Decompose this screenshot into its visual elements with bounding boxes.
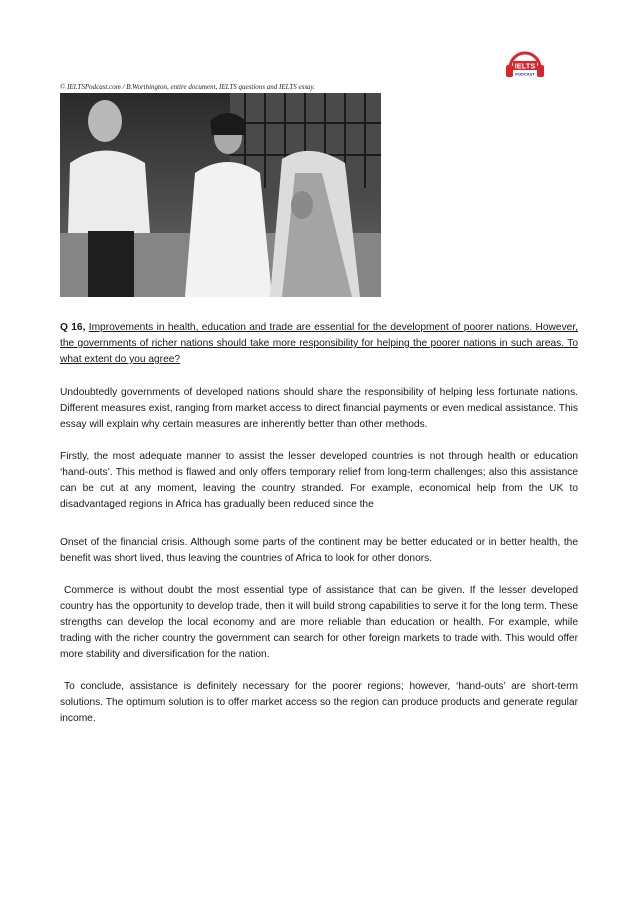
- essay-body-paragraph-1-continued: Onset of the financial crisis. Although some parts of the continent may be better educated or in better health, the benefit was short lived, thus leaving the countries of Africa to look for other donors.: [60, 537, 578, 564]
- essay-question: [60, 320, 578, 368]
- historical-photo: [60, 93, 381, 297]
- essay-content: [60, 320, 578, 743]
- essay-body-paragraph-2: Commerce is without doubt the most essential type of assistance that can be given. If the lesser developed country has the opportunity to develop trade, then it will build strong capabilities to serve it for the long term. These strengths can develop the local economy and are more reliable than education or health. For example, while trading with the richer country the government can search for other foreign markets to trade with. This would offer more stability and diversification for the nation.: [60, 585, 578, 660]
- svg-text:PODCAST: PODCAST: [515, 71, 535, 77]
- essay-introduction: Undoubtedly governments of developed nations should share the responsibility of helping less fortunate nations. Different measures exist, ranging from market access to direct financial payments or even medical assistance. This essay will explain why certain measures are inherently better than other methods.: [60, 387, 578, 430]
- question-prompt: Improvements in health, education and trade are essential for the development of poorer nations. However, the governments of richer nations should take more responsibility for helping the poorer nations in such areas. To what extent do you agree?: [60, 322, 578, 365]
- copyright-notice: © IELTSPodcast.com / B.Worthington, entire document, IELTS questions and IELTS essay.: [60, 83, 316, 91]
- svg-text:IELTS: IELTS: [514, 61, 536, 71]
- question-number: Q 16,: [60, 322, 86, 333]
- essay-conclusion: To conclude, assistance is definitely necessary for the poorer regions; however, ‘hand-outs’ are short-term solutions. The optimum solution is to offer market access so the region can produce products and generate regular income.: [60, 681, 578, 724]
- ielts-podcast-logo: [503, 44, 547, 86]
- essay-body-paragraph-1: Firstly, the most adequate manner to assist the lesser developed countries is not through health or education ‘hand-outs’. This method is flawed and only offers temporary relief from long-term challenges; also this assistance can be cut at any moment, leaving the country stranded. For example, economical help from the UK to disadvantaged regions in Africa has gradually been reduced since the: [60, 451, 578, 510]
